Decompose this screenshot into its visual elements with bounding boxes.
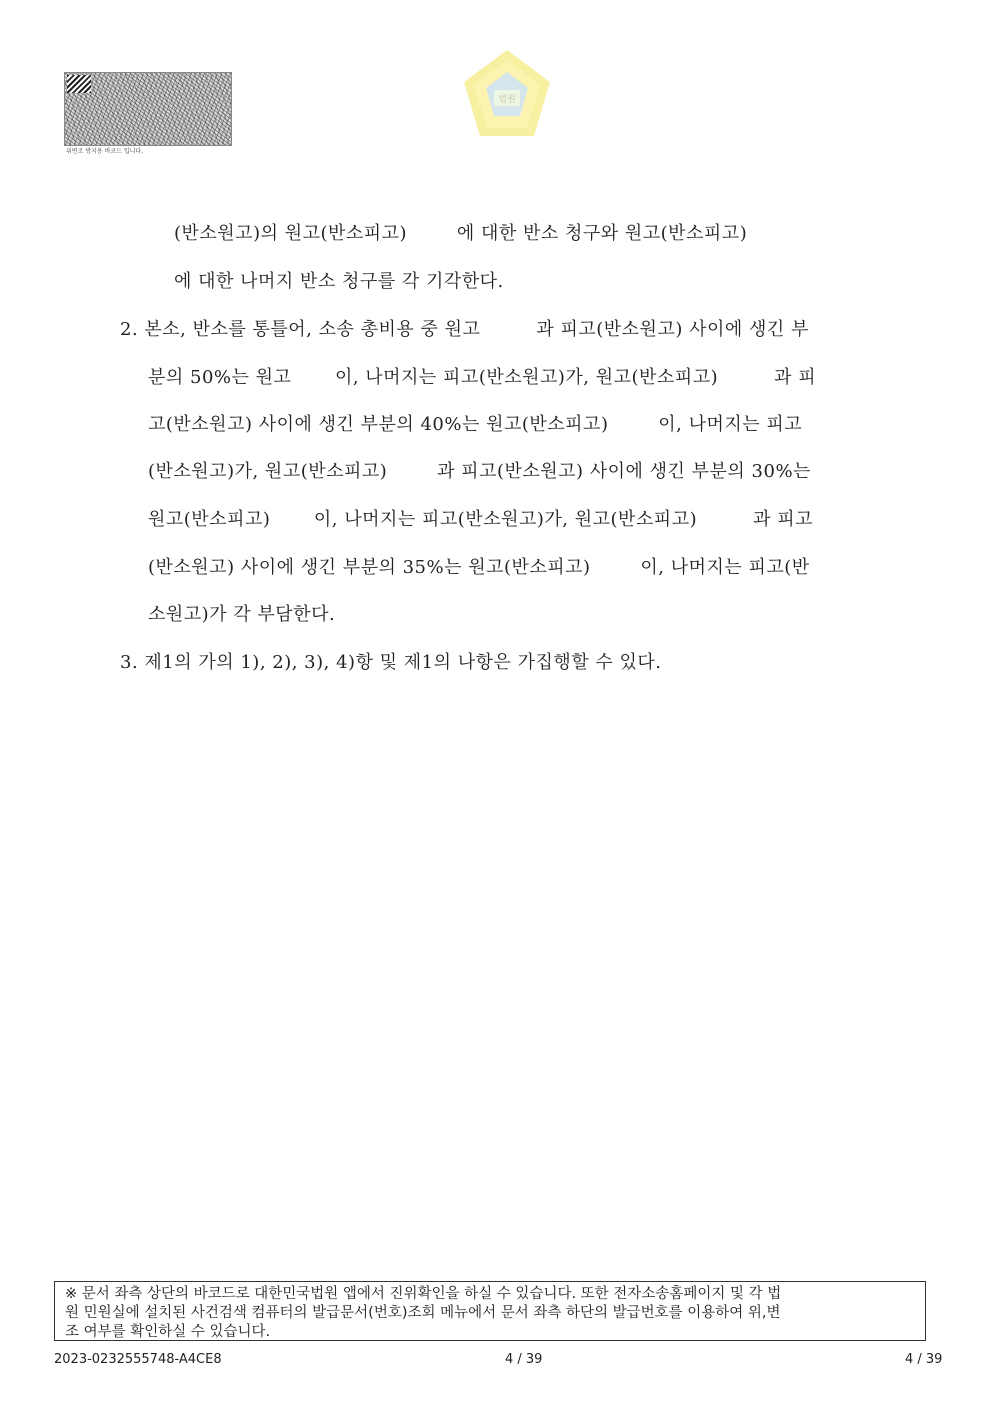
page-number-center: 4 / 39: [505, 1352, 543, 1367]
barcode-caption: 위변조 방지용 바코드 입니다.: [66, 148, 144, 155]
body-line: 분의 50%는 원고 이, 나머지는 피고(반소원고)가, 원고(반소피고) 과 피: [148, 367, 817, 388]
body-line: (반소원고)가, 원고(반소피고) 과 피고(반소원고) 사이에 생긴 부분의 30%는: [148, 461, 811, 482]
verification-notice: [54, 1281, 926, 1341]
body-line: (반소원고) 사이에 생긴 부분의 35%는 원고(반소피고) 이, 나머지는 피고(반: [148, 557, 810, 578]
body-line: 에 대한 나머지 반소 청구를 각 기각한다.: [174, 271, 504, 292]
issue-number: 2023-0232555748-A4CE8: [54, 1352, 222, 1367]
body-line: 원고(반소피고) 이, 나머지는 피고(반소원고)가, 원고(반소피고) 과 피고: [148, 509, 813, 530]
body-line: 고(반소원고) 사이에 생긴 부분의 40%는 원고(반소피고) 이, 나머지는 피고: [148, 414, 803, 435]
notice-line: 조 여부를 확인하실 수 있습니다.: [65, 1324, 271, 1340]
notice-line: ※ 문서 좌측 상단의 바코드로 대한민국법원 앱에서 진위확인을 하실 수 있습니다. 또한 전자소송홈페이지 및 각 법: [65, 1286, 782, 1302]
seal-text: 법원: [498, 95, 516, 105]
body-line: 소원고)가 각 부담한다.: [148, 604, 336, 625]
body-line: 3. 제1의 가의 1), 2), 3), 4)항 및 제1의 나항은 가집행할 수 있다.: [120, 652, 662, 673]
anti-forgery-barcode: [64, 72, 232, 146]
body-line: (반소원고)의 원고(반소피고) 에 대한 반소 청구와 원고(반소피고): [174, 223, 748, 244]
body-line: 2. 본소, 반소를 통틀어, 소송 총비용 중 원고 과 피고(반소원고) 사이에 생긴 부: [120, 319, 809, 340]
barcode-corner-mark: [67, 75, 91, 93]
page-number-right: 4 / 39: [905, 1352, 943, 1367]
notice-line: 원 민원실에 설치된 사건검색 컴퓨터의 발급문서(번호)조회 메뉴에서 문서 좌측 하단의 발급번호를 이용하여 위,변: [65, 1305, 781, 1321]
court-seal-emblem: [460, 48, 554, 140]
